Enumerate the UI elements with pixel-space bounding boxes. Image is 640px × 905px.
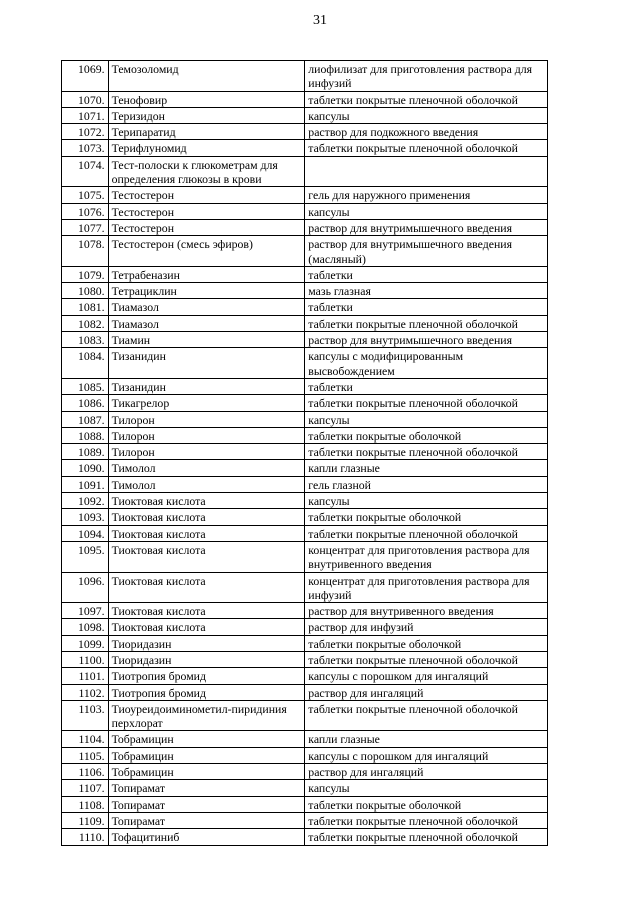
drug-name-cell: Тиоктовая кислота	[108, 572, 305, 603]
row-number-cell: 1071.	[62, 107, 109, 123]
row-number-cell: 1075.	[62, 187, 109, 203]
row-number-cell: 1073.	[62, 140, 109, 156]
table-row	[62, 780, 548, 796]
dosage-form-cell: таблетки	[305, 266, 548, 282]
drug-name-cell: Тиамин	[108, 332, 305, 348]
drug-table	[61, 60, 548, 846]
drug-name-cell: Тестостерон	[108, 203, 305, 219]
drug-name-cell: Тизанидин	[108, 378, 305, 394]
drug-name-cell: Топирамат	[108, 812, 305, 828]
table-row	[62, 315, 548, 331]
dosage-form-cell: гель глазной	[305, 476, 548, 492]
table-row	[62, 156, 548, 187]
table-row	[62, 476, 548, 492]
drug-name-cell: Тилорон	[108, 427, 305, 443]
dosage-form-cell: таблетки покрытые оболочкой	[305, 427, 548, 443]
dosage-form-cell: капсулы	[305, 203, 548, 219]
drug-name-cell: Тиамазол	[108, 315, 305, 331]
drug-name-cell: Тест-полоски к глюкометрам для определения глюкозы в крови	[108, 156, 305, 187]
row-number-cell: 1109.	[62, 812, 109, 828]
dosage-form-cell: таблетки покрытые пленочной оболочкой	[305, 700, 548, 731]
drug-name-cell: Теризидон	[108, 107, 305, 123]
table-row	[62, 140, 548, 156]
row-number-cell: 1085.	[62, 378, 109, 394]
dosage-form-cell: таблетки покрытые пленочной оболочкой	[305, 812, 548, 828]
dosage-form-cell: раствор для внутримышечного введения (масляный)	[305, 236, 548, 267]
dosage-form-cell: таблетки покрытые пленочной оболочкой	[305, 444, 548, 460]
drug-name-cell: Тетрабеназин	[108, 266, 305, 282]
dosage-form-cell: таблетки покрытые пленочной оболочкой	[305, 140, 548, 156]
drug-name-cell: Тиоктовая кислота	[108, 619, 305, 635]
drug-name-cell: Темозоломид	[108, 61, 305, 92]
row-number-cell: 1096.	[62, 572, 109, 603]
row-number-cell: 1098.	[62, 619, 109, 635]
drug-name-cell: Тиоктовая кислота	[108, 541, 305, 572]
drug-name-cell: Тобрамицин	[108, 764, 305, 780]
row-number-cell: 1069.	[62, 61, 109, 92]
table-row	[62, 731, 548, 747]
dosage-form-cell: таблетки покрытые пленочной оболочкой	[305, 91, 548, 107]
drug-name-cell: Тиоуреидоиминометил-пиридиния перхлорат	[108, 700, 305, 731]
table-row	[62, 829, 548, 845]
dosage-form-cell: капли глазные	[305, 460, 548, 476]
table-row	[62, 266, 548, 282]
drug-name-cell: Тиоридазин	[108, 651, 305, 667]
drug-name-cell: Терипаратид	[108, 124, 305, 140]
table-row	[62, 684, 548, 700]
drug-name-cell: Тикагрелор	[108, 395, 305, 411]
table-row	[62, 107, 548, 123]
row-number-cell: 1101.	[62, 668, 109, 684]
table-row	[62, 124, 548, 140]
dosage-form-cell	[305, 156, 548, 187]
row-number-cell: 1090.	[62, 460, 109, 476]
row-number-cell: 1107.	[62, 780, 109, 796]
table-row	[62, 572, 548, 603]
dosage-form-cell: таблетки покрытые пленочной оболочкой	[305, 315, 548, 331]
dosage-form-cell: таблетки	[305, 299, 548, 315]
row-number-cell: 1103.	[62, 700, 109, 731]
dosage-form-cell: таблетки покрытые пленочной оболочкой	[305, 829, 548, 845]
drug-name-cell: Тилорон	[108, 444, 305, 460]
table-row	[62, 635, 548, 651]
dosage-form-cell: таблетки покрытые оболочкой	[305, 635, 548, 651]
row-number-cell: 1076.	[62, 203, 109, 219]
row-number-cell: 1108.	[62, 796, 109, 812]
drug-name-cell: Тестостерон	[108, 219, 305, 235]
dosage-form-cell: таблетки покрытые пленочной оболочкой	[305, 525, 548, 541]
drug-name-cell: Тобрамицин	[108, 747, 305, 763]
drug-name-cell: Тенофовир	[108, 91, 305, 107]
row-number-cell: 1077.	[62, 219, 109, 235]
row-number-cell: 1105.	[62, 747, 109, 763]
table-row	[62, 796, 548, 812]
dosage-form-cell: капли глазные	[305, 731, 548, 747]
drug-name-cell: Тимолол	[108, 476, 305, 492]
row-number-cell: 1094.	[62, 525, 109, 541]
dosage-form-cell: капсулы	[305, 493, 548, 509]
table-row	[62, 603, 548, 619]
row-number-cell: 1093.	[62, 509, 109, 525]
drug-name-cell: Тиоктовая кислота	[108, 603, 305, 619]
table-row	[62, 348, 548, 379]
table-row	[62, 747, 548, 763]
dosage-form-cell: лиофилизат для приготовления раствора для инфузий	[305, 61, 548, 92]
table-row	[62, 91, 548, 107]
row-number-cell: 1095.	[62, 541, 109, 572]
dosage-form-cell: капсулы	[305, 780, 548, 796]
table-row	[62, 378, 548, 394]
row-number-cell: 1081.	[62, 299, 109, 315]
table-row	[62, 525, 548, 541]
table-row	[62, 541, 548, 572]
table-row	[62, 812, 548, 828]
dosage-form-cell: раствор для внутримышечного введения	[305, 332, 548, 348]
drug-name-cell: Тестостерон	[108, 187, 305, 203]
row-number-cell: 1099.	[62, 635, 109, 651]
row-number-cell: 1097.	[62, 603, 109, 619]
dosage-form-cell: таблетки покрытые пленочной оболочкой	[305, 395, 548, 411]
table-row	[62, 203, 548, 219]
row-number-cell: 1106.	[62, 764, 109, 780]
row-number-cell: 1083.	[62, 332, 109, 348]
row-number-cell: 1086.	[62, 395, 109, 411]
dosage-form-cell: таблетки покрытые пленочной оболочкой	[305, 651, 548, 667]
row-number-cell: 1082.	[62, 315, 109, 331]
page-number: 31	[313, 13, 327, 28]
row-number-cell: 1102.	[62, 684, 109, 700]
row-number-cell: 1089.	[62, 444, 109, 460]
drug-name-cell: Тизанидин	[108, 348, 305, 379]
table-row	[62, 493, 548, 509]
dosage-form-cell: капсулы	[305, 107, 548, 123]
drug-name-cell: Тимолол	[108, 460, 305, 476]
table-row	[62, 700, 548, 731]
dosage-form-cell: капсулы с порошком для ингаляций	[305, 668, 548, 684]
drug-name-cell: Тиоридазин	[108, 635, 305, 651]
dosage-form-cell: раствор для внутривенного введения	[305, 603, 548, 619]
table-row	[62, 411, 548, 427]
table-row	[62, 299, 548, 315]
drug-name-cell: Тилорон	[108, 411, 305, 427]
table-row	[62, 619, 548, 635]
table-row	[62, 427, 548, 443]
dosage-form-cell: раствор для подкожного введения	[305, 124, 548, 140]
row-number-cell: 1078.	[62, 236, 109, 267]
drug-name-cell: Тиоктовая кислота	[108, 525, 305, 541]
drug-name-cell: Тиоктовая кислота	[108, 509, 305, 525]
dosage-form-cell: капсулы	[305, 411, 548, 427]
row-number-cell: 1092.	[62, 493, 109, 509]
row-number-cell: 1088.	[62, 427, 109, 443]
drug-name-cell: Тетрациклин	[108, 283, 305, 299]
table-row	[62, 651, 548, 667]
dosage-form-cell: концентрат для приготовления раствора для инфузий	[305, 572, 548, 603]
dosage-form-cell: таблетки покрытые оболочкой	[305, 796, 548, 812]
drug-name-cell: Тестостерон (смесь эфиров)	[108, 236, 305, 267]
dosage-form-cell: раствор для инфузий	[305, 619, 548, 635]
drug-name-cell: Топирамат	[108, 780, 305, 796]
table-row	[62, 395, 548, 411]
drug-name-cell: Тиоктовая кислота	[108, 493, 305, 509]
row-number-cell: 1087.	[62, 411, 109, 427]
drug-table-body	[62, 61, 548, 846]
dosage-form-cell: концентрат для приготовления раствора для внутривенного введения	[305, 541, 548, 572]
dosage-form-cell: капсулы с порошком для ингаляций	[305, 747, 548, 763]
dosage-form-cell: раствор для ингаляций	[305, 684, 548, 700]
row-number-cell: 1100.	[62, 651, 109, 667]
dosage-form-cell: раствор для внутримышечного введения	[305, 219, 548, 235]
dosage-form-cell: таблетки покрытые оболочкой	[305, 509, 548, 525]
row-number-cell: 1110.	[62, 829, 109, 845]
table-row	[62, 764, 548, 780]
table-row	[62, 187, 548, 203]
row-number-cell: 1070.	[62, 91, 109, 107]
row-number-cell: 1104.	[62, 731, 109, 747]
table-row	[62, 332, 548, 348]
table-row	[62, 668, 548, 684]
dosage-form-cell: капсулы с модифицированным высвобождением	[305, 348, 548, 379]
drug-name-cell: Терифлуномид	[108, 140, 305, 156]
drug-name-cell: Тиотропия бромид	[108, 684, 305, 700]
table-row	[62, 283, 548, 299]
dosage-form-cell: раствор для ингаляций	[305, 764, 548, 780]
row-number-cell: 1091.	[62, 476, 109, 492]
table-row	[62, 509, 548, 525]
row-number-cell: 1074.	[62, 156, 109, 187]
drug-name-cell: Тиотропия бромид	[108, 668, 305, 684]
table-row	[62, 236, 548, 267]
dosage-form-cell: мазь глазная	[305, 283, 548, 299]
row-number-cell: 1084.	[62, 348, 109, 379]
row-number-cell: 1072.	[62, 124, 109, 140]
dosage-form-cell: гель для наружного применения	[305, 187, 548, 203]
drug-name-cell: Тиамазол	[108, 299, 305, 315]
row-number-cell: 1079.	[62, 266, 109, 282]
row-number-cell: 1080.	[62, 283, 109, 299]
table-row	[62, 460, 548, 476]
table-row	[62, 444, 548, 460]
table-row	[62, 219, 548, 235]
drug-name-cell: Топирамат	[108, 796, 305, 812]
dosage-form-cell: таблетки	[305, 378, 548, 394]
drug-name-cell: Тобрамицин	[108, 731, 305, 747]
table-row	[62, 61, 548, 92]
drug-name-cell: Тофацитиниб	[108, 829, 305, 845]
